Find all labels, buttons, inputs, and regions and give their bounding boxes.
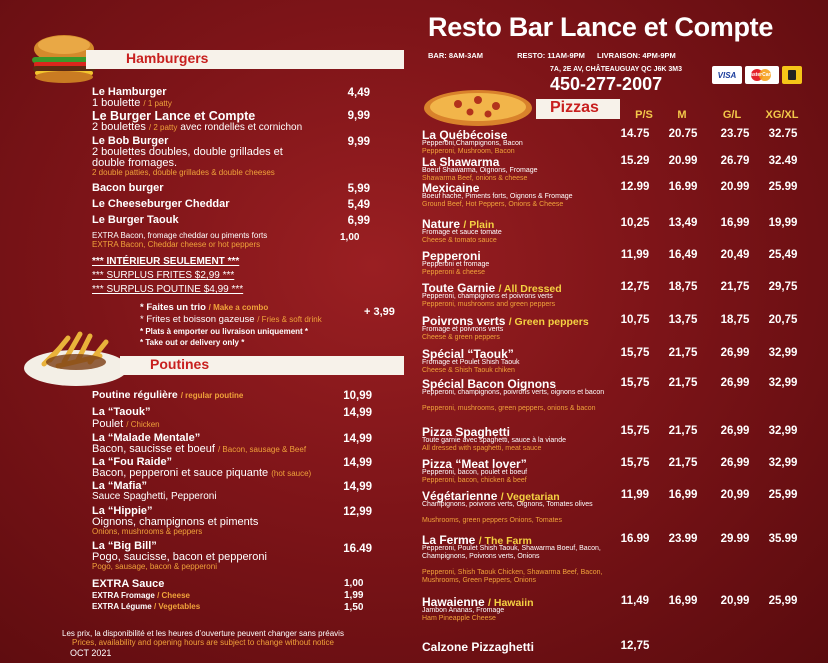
emporter-note: * Plats à emporter ou livraison uniquement *: [140, 327, 309, 336]
pizza-price-6-3: 20,75: [768, 314, 798, 326]
poutines-heading: Poutines: [150, 356, 210, 372]
poutine-name-2: La “Malade Mentale”: [92, 432, 201, 444]
hours-row: [428, 51, 676, 60]
visa-icon: VISA: [712, 66, 742, 84]
burger-price-0: 4,49: [347, 87, 370, 99]
burger-desc-0: 1 boulette / 1 patty: [92, 97, 172, 109]
address: 7A, 2E AV, CHÂTEAUGUAY QC J6K 3M3: [550, 66, 683, 73]
menu-date: OCT 2021: [70, 648, 112, 658]
pizza-price-10-0: 15,75: [620, 457, 650, 469]
pizza-price-12-0: 16.99: [620, 533, 650, 545]
pizza-name-text: Mexicaine: [422, 181, 480, 195]
burger-desc-1: 2 boulettes / 2 patty avec rondelles et cornichon: [92, 121, 303, 133]
trio-line: * Faites un trio / Make a combo: [140, 302, 269, 313]
pizza-price-1-1: 20.99: [668, 155, 698, 167]
surplus-poutine: *** SURPLUS POUTINE $4,99 ***: [92, 284, 244, 295]
pizzas-banner: [536, 99, 620, 119]
pizza-name-text: Pepperoni: [422, 249, 481, 263]
poutine-name-3: La “Fou Raide”: [92, 456, 173, 468]
pizza-price-1-3: 32.49: [768, 155, 798, 167]
burger-extra-en: EXTRA Bacon, Cheddar cheese or hot peppers: [92, 240, 261, 249]
pizza-desc-fr-7: Fromage et Poulet Shish Taouk: [422, 359, 520, 366]
pizza-price-3-0: 10,25: [620, 217, 650, 229]
trio-price: + 3,99: [364, 306, 395, 318]
poutine-price-0: 10,99: [343, 390, 372, 402]
pizza-desc-fr-6: Fromage et poivrons verts: [422, 326, 504, 333]
phone-number: 450-277-2007: [550, 74, 663, 94]
extra-sauce-price: 1,00: [344, 578, 364, 589]
pizza-tag: / Hawaiin: [488, 597, 534, 609]
pizza-desc-fr-5: Pepperoni, champignons et poivrons verts: [422, 293, 553, 300]
pizza-price-12-3: 35.99: [768, 533, 798, 545]
pizza-desc-fr-2: Boeuf hache, Piments forts, Oignons & Fromage: [422, 193, 573, 200]
burger-price-3: 5,99: [347, 183, 370, 195]
size-header-2: G/L: [722, 109, 742, 121]
pizza-desc-en-4: Pepperoni & cheese: [422, 269, 486, 276]
pizza-name-14: [422, 640, 534, 654]
pizza-desc-en-5: Pepperoni, mushrooms and green peppers: [422, 301, 556, 308]
pizza-price-0-3: 32.75: [768, 128, 798, 140]
pizza-price-11-2: 20,99: [720, 489, 750, 501]
poutine-en-5: Onions, mushrooms & peppers: [92, 527, 203, 536]
pizza-desc-fr-13: Jambon Ananas, Fromage: [422, 607, 505, 614]
poutine-price-6: 16.49: [343, 543, 372, 555]
pizza-price-1-0: 15.29: [620, 155, 650, 167]
pizza-price-3-1: 13,49: [668, 217, 698, 229]
burger-desc-2-en: 2 double patties, double grillades & double cheeses: [92, 168, 275, 177]
pizza-price-2-3: 25.99: [768, 181, 798, 193]
pizza-price-13-1: 16,99: [668, 595, 698, 607]
pizza-tag: / The Farm: [478, 535, 532, 547]
pizza-desc-en-1: Shawarma Beef, onions & cheese: [422, 175, 528, 182]
pizza-desc-en-13: Ham Pineapple Cheese: [422, 615, 496, 622]
poutine-name-1: La “Taouk”: [92, 406, 151, 418]
pizza-price-5-0: 12,75: [620, 281, 650, 293]
poutine-en-6: Pogo, sausage, bacon & pepperoni: [92, 562, 217, 571]
pizza-desc-en-11: Mushrooms, green peppers Onions, Tomates: [422, 517, 562, 524]
extra-fromage: EXTRA Fromage / Cheese: [92, 591, 190, 600]
poutine-name-4: La “Mafia”: [92, 480, 148, 492]
pizza-desc-fr-8: Pepperoni, champignons, poivrons verts, oignons et bacon: [422, 389, 605, 396]
pizza-desc-en-8: Pepperoni, mushrooms, green peppers, onions & bacon: [422, 405, 596, 412]
poutine-desc-3: Bacon, pepperoni et sauce piquante (hot sauce): [92, 467, 312, 479]
pizza-price-0-1: 20.75: [668, 128, 698, 140]
burger-name-5: Le Burger Taouk: [92, 214, 179, 226]
pizza-name-text: Poivrons verts: [422, 314, 506, 328]
poutine-price-5: 12,99: [343, 506, 372, 518]
pizza-price-9-2: 26,99: [720, 425, 750, 437]
pizza-price-2-0: 12.99: [620, 181, 650, 193]
pizza-desc-fr-3: Fromage et sauce tomate: [422, 229, 502, 236]
pizza-price-8-1: 21,75: [668, 377, 698, 389]
pizza-desc-en-7: Cheese & Shish Taouk chiken: [422, 367, 515, 374]
pizza-price-13-0: 11,49: [620, 595, 650, 607]
pizza-price-2-2: 20.99: [720, 181, 750, 193]
pizza-desc-fr-4: Pepperoni et fromage: [422, 261, 490, 268]
pizza-desc-en-10: Pepperoni, bacon, chicken & beef: [422, 477, 527, 484]
poutine-price-2: 14,99: [343, 433, 372, 445]
poutine-desc-4: Sauce Spaghetti, Pepperoni: [92, 491, 217, 502]
burger-name-4: Le Cheeseburger Cheddar: [92, 198, 230, 210]
hamburgers-banner: [86, 50, 404, 69]
pizza-price-9-0: 15,75: [620, 425, 650, 437]
pizza-price-7-2: 26,99: [720, 347, 750, 359]
size-header-1: M: [677, 109, 687, 121]
pizza-price-12-1: 23.99: [668, 533, 698, 545]
pizza-illustration: [422, 88, 534, 128]
pizza-price-9-1: 21,75: [668, 425, 698, 437]
pizza-desc-fr-1: Boeuf Shawarma, Oignons, Fromage: [422, 167, 538, 174]
pizza-desc-en-6: Cheese & green peppers: [422, 334, 500, 341]
burger-price-1: 9,99: [347, 110, 370, 122]
poutine-illustration: [20, 328, 132, 390]
pizza-price-12-2: 29.99: [720, 533, 750, 545]
pizza-price-8-3: 32,99: [768, 377, 798, 389]
pizza-price-10-2: 26,99: [720, 457, 750, 469]
pizza-price-5-1: 18,75: [668, 281, 698, 293]
disclaimer-en: Prices, availability and opening hours are subject to change without notice: [72, 638, 334, 647]
burger-price-2: 9,99: [347, 136, 370, 148]
restaurant-title: Resto Bar Lance et Compte: [428, 12, 774, 42]
pizza-price-0-0: 14.75: [620, 128, 650, 140]
takeout-note: * Take out or delivery only *: [140, 338, 245, 347]
poutine-desc-2: Bacon, saucisse et boeuf / Bacon, sausage & Beef: [92, 443, 307, 455]
mastercard-icon: MasterCard: [745, 66, 779, 84]
payment-cards: [712, 66, 802, 84]
pizza-name-text: La Ferme: [422, 533, 476, 547]
pizza-tag: / Vegetarian: [500, 491, 560, 503]
pizza-price-8-0: 15,75: [620, 377, 650, 389]
burger-name-3: Bacon burger: [92, 182, 164, 194]
poutine-desc-6: Pogo, saucisse, bacon et pepperoni: [92, 551, 267, 563]
pizza-name-text: Toute Garnie: [422, 281, 496, 295]
pizza-tag: / Green peppers: [508, 316, 589, 328]
trio-line-2: * Frites et boisson gazeuse / Fries & soft drink: [140, 314, 322, 325]
pizza-price-14-0: 12,75: [620, 640, 650, 652]
pizza-tag: / All Dressed: [498, 283, 562, 295]
pizza-price-3-2: 16,99: [720, 217, 750, 229]
hours-resto: RESTO: 11AM-9PM: [517, 51, 585, 60]
poutine-price-4: 14,99: [343, 481, 372, 493]
pizza-desc-fr-12: Pepperoni, Poulet Shish Taouk, Shawarma Boeuf, Bacon, Champignons, Poivrons verts, Onions: [422, 545, 601, 560]
burger-name-1: Le Burger Lance et Compte: [92, 109, 256, 123]
pizza-price-13-3: 25,99: [768, 595, 798, 607]
pizza-desc-fr-9: Toute garnie avec spaghetti, sauce à la viande: [422, 437, 566, 444]
pizza-price-11-3: 25,99: [768, 489, 798, 501]
pizza-name-text: Nature: [422, 217, 461, 231]
pizza-tag: / Plain: [463, 219, 495, 231]
interieur-seulement: *** INTÉRIEUR SEULEMENT ***: [92, 256, 240, 267]
pizza-desc-fr-10: Pepperoni, bacon, poulet et boeuf: [422, 469, 528, 476]
pizza-desc-fr-11: Champignons, poivrons verts, Oignons, Tomates olives: [422, 501, 593, 508]
poutines-banner: [120, 356, 404, 375]
hours-livraison: LIVRAISON: 4PM-9PM: [596, 51, 676, 60]
pizza-name-text: Spécial Bacon Oignons: [422, 377, 557, 391]
pizza-desc-en-0: Pepperoni, Mushroom, Bacon: [422, 148, 515, 155]
pizza-name-text: Spécial “Taouk”: [422, 347, 514, 361]
size-header-3: XG/XL: [765, 109, 799, 121]
poutine-name-6: La “Big Bill”: [92, 540, 157, 552]
poutine-name-5: La “Hippie”: [92, 505, 153, 517]
pizza-price-4-0: 11,99: [620, 249, 650, 261]
interac-icon: [782, 66, 802, 84]
pizza-price-6-1: 13,75: [668, 314, 698, 326]
pizza-price-7-0: 15,75: [620, 347, 650, 359]
poutine-desc-5: Oignons, champignons et piments: [92, 516, 259, 528]
extra-sauce: EXTRA Sauce: [92, 578, 165, 590]
pizzas-heading: Pizzas: [550, 99, 599, 116]
pizza-price-0-2: 23.75: [720, 128, 750, 140]
poutine-price-3: 14,99: [343, 457, 372, 469]
pizza-price-1-2: 26.79: [720, 155, 750, 167]
burger-desc-2: 2 boulettes doubles, double grillades et: [92, 146, 283, 158]
pizza-price-7-3: 32,99: [768, 347, 798, 359]
poutine-item-0: Poutine régulière / regular poutine: [92, 389, 244, 401]
pizza-name-text: Hawaienne: [422, 595, 485, 609]
pizza-price-10-3: 32,99: [768, 457, 798, 469]
pizza-desc-en-9: All dressed with spaghetti, meat sauce: [422, 445, 542, 452]
pizza-price-11-0: 11,99: [620, 489, 650, 501]
pizza-name-text: Calzone Pizzaghetti: [422, 640, 535, 654]
pizza-name-text: Pizza “Meat lover”: [422, 457, 527, 471]
pizza-desc-en-2: Ground Beef, Hot Peppers, Onions & Cheese: [422, 201, 564, 208]
poutine-price-1: 14,99: [343, 407, 372, 419]
pizza-desc-en-12: Pepperoni, Shish Taouk Chicken, Shawarma Beef, Bacon, Mushrooms, Green Peppers, Onions: [422, 569, 603, 584]
pizza-price-13-2: 20,99: [720, 595, 750, 607]
pizza-price-6-2: 18,75: [720, 314, 750, 326]
extra-fromage-price: 1,99: [344, 590, 364, 601]
pizza-price-5-2: 21,75: [720, 281, 750, 293]
extra-legume-price: 1,50: [344, 602, 364, 613]
pizza-name-text: La Québécoise: [422, 128, 508, 142]
pizza-price-5-3: 29,75: [768, 281, 798, 293]
pizza-price-6-0: 10,75: [620, 314, 650, 326]
pizza-price-4-1: 16,49: [668, 249, 698, 261]
pizza-price-4-3: 25,49: [768, 249, 798, 261]
burger-extra-price: 1,00: [340, 232, 360, 243]
pizza-price-8-2: 26,99: [720, 377, 750, 389]
surplus-frites: *** SURPLUS FRITES $2,99 ***: [92, 270, 235, 281]
pizza-desc-en-3: Cheese & tomato sauce: [422, 237, 497, 244]
pizza-price-3-3: 19,99: [768, 217, 798, 229]
extra-legume: EXTRA Légume / Vegetables: [92, 602, 201, 611]
pizza-price-2-1: 16.99: [668, 181, 698, 193]
pizza-name-text: La Shawarma: [422, 155, 500, 169]
poutine-desc-1: Poulet / Chicken: [92, 418, 160, 430]
pizza-price-7-1: 21,75: [668, 347, 698, 359]
burger-name-2: Le Bob Burger: [92, 135, 169, 147]
pizza-price-11-1: 16,99: [668, 489, 698, 501]
pizza-price-4-2: 20,49: [720, 249, 750, 261]
pizza-name-text: Végétarienne: [422, 489, 498, 503]
pizza-price-9-3: 32,99: [768, 425, 798, 437]
pizza-price-10-1: 21,75: [668, 457, 698, 469]
hours-bar: BAR: 8AM-3AM: [428, 51, 483, 60]
disclaimer-fr: Les prix, la disponibilité et les heures d’ouverture peuvent changer sans préavis: [62, 629, 344, 638]
burger-extra-fr: EXTRA Bacon, fromage cheddar ou piments forts: [92, 231, 268, 240]
burger-price-4: 5,49: [347, 199, 370, 211]
size-header-0: P/S: [635, 109, 653, 121]
burger-name-0: Le Hamburger: [92, 86, 167, 98]
pizza-name-text: Pizza Spaghetti: [422, 425, 511, 439]
pizza-desc-fr-0: Pepperoni,Champignons, Bacon: [422, 140, 523, 147]
burger-price-5: 6,99: [347, 215, 370, 227]
hamburgers-heading: Hamburgers: [126, 50, 209, 66]
burger-desc-2b: double fromages.: [92, 157, 177, 169]
